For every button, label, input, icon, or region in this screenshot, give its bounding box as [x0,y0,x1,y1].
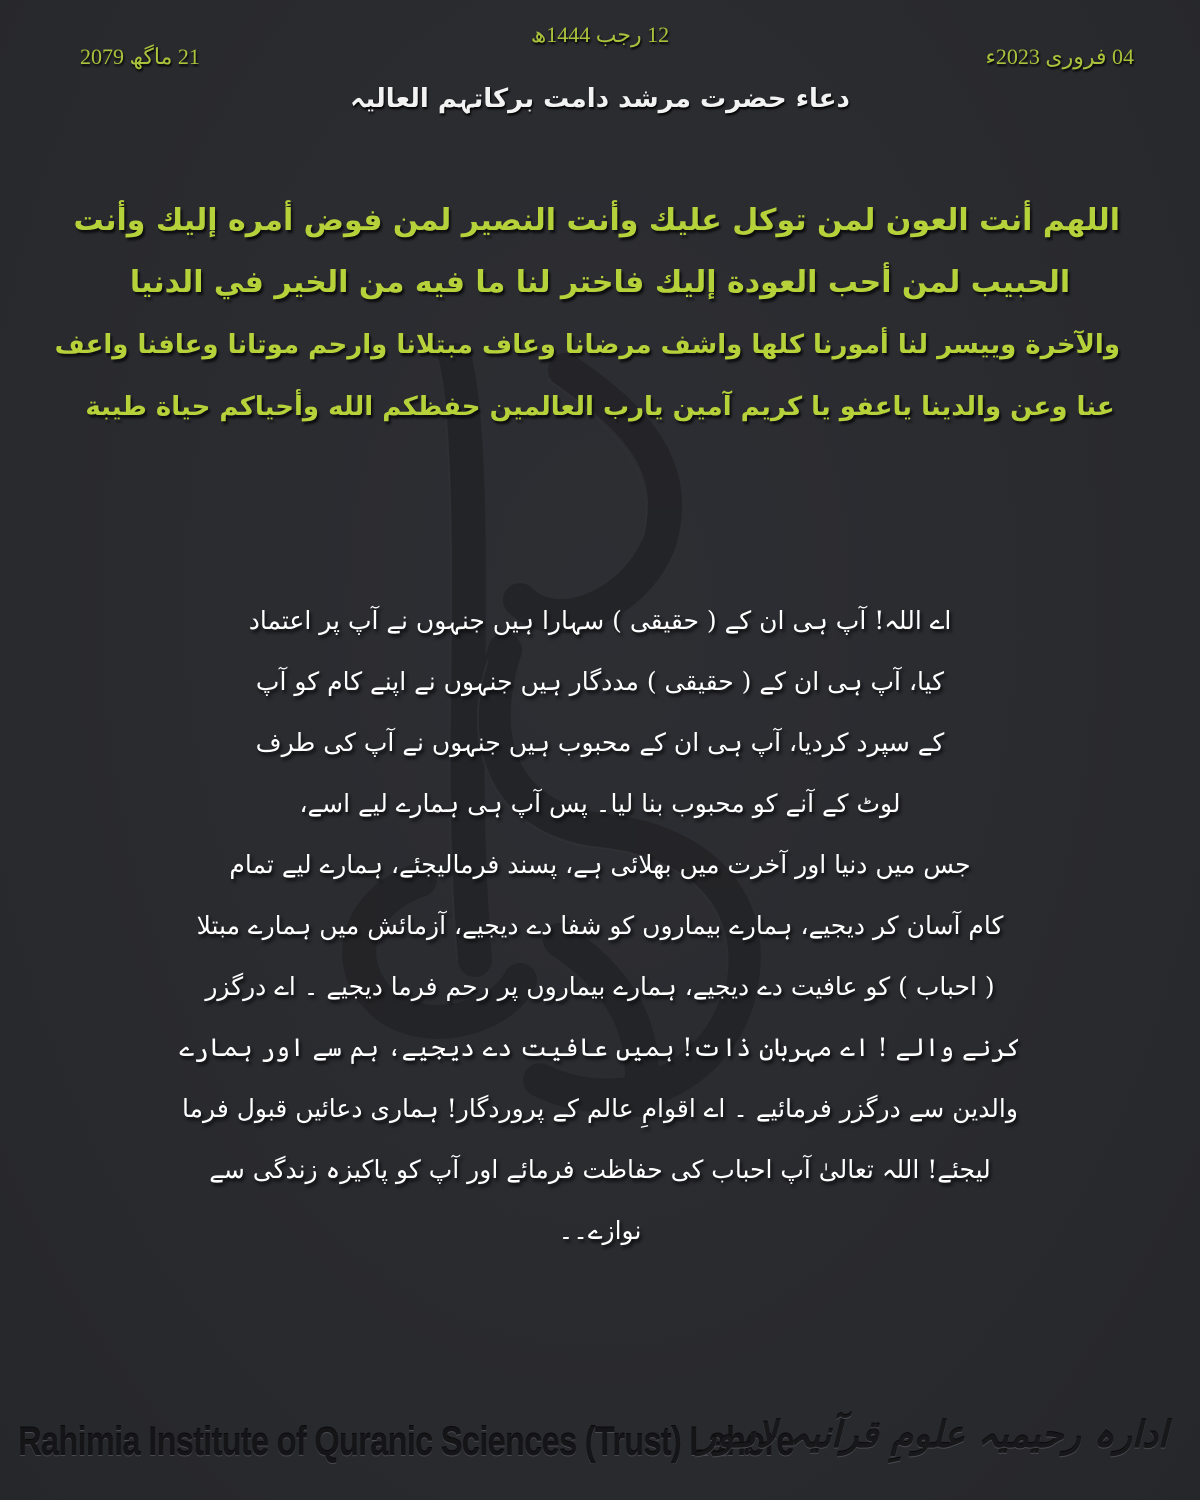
urdu-translation-line: جس میں دنیا اور آخرت میں بھلائی ہے، پسند فرمالیجئے، ہمارے لیے تمام [229,850,971,879]
urdu-translation-line: کے سپرد کردیا، آپ ہی ان کے محبوب ہیں جنہوں نے آپ کی طرف [255,728,945,757]
urdu-translation-line: لیجئے! اللہ تعالیٰ آپ احباب کی حفاظت فرمائے اور آپ کو پاکیزہ زندگی سے [209,1155,991,1184]
date-bikrami: 21 ماگھ 2079 [80,44,200,69]
institute-name-english: Rahimia Institute of Quranic Sciences (Trust) Lahore [18,1419,794,1464]
arabic-dua-line: والآخرة وييسر لنا أمورنا كلها واشف مرضانا وعاف مبتلانا وارحم موتانا وعافنا واعف [54,330,1120,360]
arabic-dua-line: الحبيب لمن أحب العودة إليك فاختر لنا ما فيه من الخير في الدنيا [129,265,1071,300]
arabic-dua [54,190,1120,438]
urdu-translation-line: اے اللہ! آپ ہی ان کے ( حقیقی ) سہارا ہیں جنہوں نے آپ پر اعتماد [248,606,952,635]
urdu-translation-line: نوازے۔۔ [558,1216,642,1245]
institute-logo-calligraphy: ادارہ رحیمیہ علومِ قرآنیہ لاہور [699,1414,1168,1456]
urdu-translation-line: کیا، آپ ہی ان کے ( حقیقی ) مددگار ہیں جنہوں نے اپنے کام کو آپ [255,667,945,696]
date-hijri: 12 رجب 1444ھ [530,22,670,47]
urdu-translation-line: ( احباب ) کو عافیت دے دیجیے، ہمارے بیماروں پر رحم فرما دیجیے ۔ اے درگزر [205,972,995,1001]
urdu-translation-line: لوٹ کے آنے کو محبوب بنا لیا۔ پس آپ ہی ہمارے لیے اسے، [299,789,901,818]
urdu-translation-line: والدین سے درگزر فرمائیے ۔ اے اقوامِ عالم کے پروردگار! ہماری دعائیں قبول فرما [182,1094,1018,1123]
urdu-translation-line: کام آسان کر دیجیے، ہمارے بیماروں کو شفا دے دیجیے، آزمائش میں ہمارے مبتلا [196,911,1004,940]
arabic-dua-line: اللهم أنت العون لمن توكل عليك وأنت النصير لمن فوض أمره إليك وأنت [73,203,1120,238]
footer [18,1412,1188,1472]
date-gregorian: 04 فروری 2023ء [985,44,1134,69]
urdu-translation [175,590,1025,1261]
arabic-dua-line: عنا وعن والدينا ياعفو يا كريم آمين يارب العالمين حفظكم الله وأحياكم حياة طيبة [85,392,1115,422]
urdu-translation-line: کرنے والے ! اے مہربان ذات! ہمیں عافیت دے دیجیے، ہم سے اور ہمارے [179,1033,1021,1062]
page-title: دعاء حضرت مرشد دامت برکاتہم العالیہ [350,84,850,114]
